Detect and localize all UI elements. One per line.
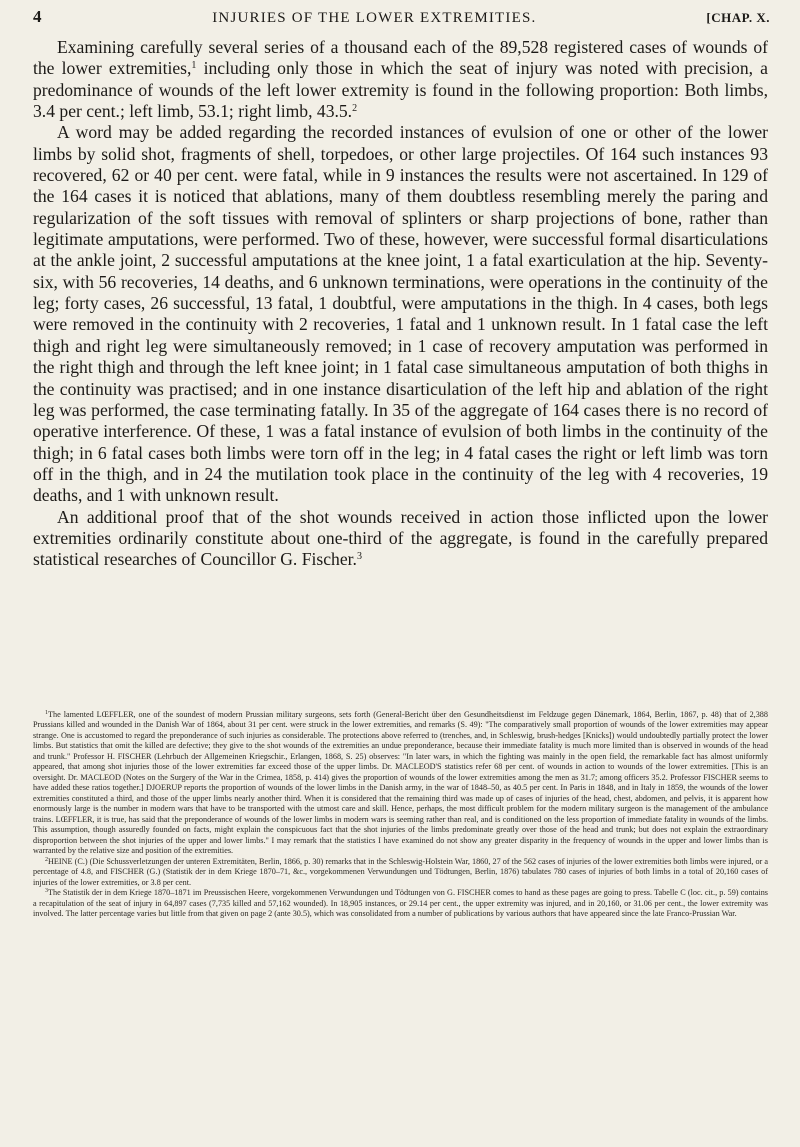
- footnote-ref-1: 1: [191, 60, 197, 72]
- footnote-2: [33, 857, 768, 888]
- footnote-3-text: The Statistik der in dem Kriege 1870–1871 im Preussischen Heere, vorgekommenen Verwundungen und Tödtungen von G. FISCHER comes to hand as these pages are going to press. Tabelle C (loc. cit., p. 59) contains a recapitulation of the seat of injury in 64,897 cases (7,735 killed and 57,162 wounded). In 18,905 instances, or 29.14 per cent., the upper extremity was injured, and in 20,160, or 31.06 per cent., the lower extremity was involved. The latter percentage varies but little from that given on page 2 (ante 30.5), which was consolidated from a number of publications by various authors that have appeared since the late Franco-Prussian War.: [33, 888, 768, 919]
- footnotes: [33, 710, 768, 920]
- paragraph-1: [33, 37, 768, 122]
- page-number: 4: [33, 7, 43, 26]
- paragraph-3-text: An additional proof that of the shot wounds received in action those inflicted upon the lower extremities ordinarily constitute about one-third of the aggregate, is found in the carefully prepared statistical researches of Councillor G. Fischer.: [33, 506, 768, 570]
- running-header: [33, 7, 770, 29]
- footnote-mark-2: 2: [45, 856, 48, 863]
- paragraph-2: A word may be added regarding the recorded instances of evulsion of one or other of the lower limbs by solid shot, fragments of shell, torpedoes, or other large projectiles. Of 164 such instances 93 recovered, 62 or 40 per cent. were fatal, while in 9 instances the results were not ascertained. In 129 of the 164 cases it is noticed that ablations, many of them doubtless resembling merely the paring and regularization of the soft tissues with removal of splinters or sharp projections of bone, rather than legitimate amputations, were performed. Two of these, however, were successful formal disarticulations at the ankle joint, 2 successful amputations at the knee joint, 1 a fatal exarticulation at the hip. Seventy-six, with 56 recoveries, 14 deaths, and 6 unknown terminations, were operations in the continuity of the leg; forty cases, 26 successful, 13 fatal, 1 doubtful, were amputations in the thigh. In 4 cases, both legs were removed in the continuity with 2 recoveries, 1 fatal and 1 unknown result. In 1 fatal case the left thigh and right leg were simultaneously removed; in 1 case of recovery amputation was performed in the right thigh and through the left knee joint; in 1 fatal case simultaneous amputation of both thighs in the continuity was practised; and in one instance disarticulation of the left hip and ablation of the right leg was performed, the case terminating fatally. In 35 of the aggregate of 164 cases there is no record of operative interference. Of these, 1 was a fatal instance of evulsion of both limbs in the continuity of the thigh; in 6 fatal cases both limbs were torn off in the leg; in 4 fatal cases the right or left limb was torn off in the thigh, and in 24 the mutilation took place in the continuity of the leg with 4 recoveries, 19 deaths, and 1 with unknown result.: [33, 122, 768, 506]
- footnote-2-text: HEINE (C.) (Die Schussverletzungen der unteren Extremitäten, Berlin, 1866, p. 30) remarks that in the Schleswig-Holstein War, 1860, 27 of the 562 cases of injuries of the lower extremities both limbs were injured, or a percentage of 4.8, and FISCHER (G.) (Statistik der in dem Kriege 1870–71, &c., vorgekommenen Verwundungen und Tödtungen, Berlin, 1876) tabulates 780 cases of injuries of both limbs in a total of 20,160 cases of injuries of the lower extremities, or 3.8 per cent.: [33, 856, 768, 887]
- paragraph-1-text-b: including only those in which the seat of injury was noted with precision, a predominance of wounds of the left lower extremity is found in the following proportion: Both limbs, 3.4 per cent.; left limb, 53.1; right limb, 43.5.: [33, 58, 768, 122]
- running-title: INJURIES OF THE LOWER EXTREMITIES.: [212, 10, 537, 26]
- chapter-label: [CHAP. X.: [706, 10, 770, 25]
- main-text: [33, 37, 768, 571]
- footnote-ref-2: 2: [352, 103, 358, 115]
- paragraph-1-text-a: Examining carefully several series of a thousand each of the 89,528 registered cases of wounds of the lower extremities,: [33, 37, 768, 79]
- footnote-1-text: The lamented LŒFFLER, one of the soundest of modern Prussian military surgeons, sets forth (General-Bericht über den Gesundheitsdienst im Feldzuge gegen Dänemark, 1864, Berlin, 1867, p. 48) that of 2,388 Prussians killed and wounded in the Danish War of 1864, about 31 per cent. were struck in the lower extremities, and remarks (S. 49): "The comparatively small proportion of wounds of the lower extremities may appear strange. One is accustomed to regard the preponderance of such injuries as considerable. The protections above referred to (trenches, and, in Schleswig, brush-hedges [Knicks]) would undoubtedly partially protect the lower limbs. But statistics that omit the killed are defective; they give to the shot wounds of the extremities an undue preponderance, because their immediate fatality is much more limited than is observed in wounds of the head and trunk." Professor H. FISCHER (Lehrbuch der Allgemeinen Kriegschir., Erlangen, 1868, S. 25) observes: "In later wars, in which the fighting was mainly in the open field, the remarkable fact has almost uniformly appeared, that among shot injuries those of the lower extremities far exceed those of the upper limbs. Dr. MACLEOD'S statistics refer 68 per cent. of wounds in action to wounds of the lower extremities. [This is an oversight. Dr. MACLEOD (Notes on the Surgery of the War in the Crimea, 1858, p. 414) gives the proportion of wounds of the lower extremities among the men as 31.7; among officers 35.2. Professor FISCHER seems to have added these ratios together.] DJOERUP reports the proportion of wounds of the lower limbs in the Danish army, in the war of 1848–50, as 40.5 per cent. In Paris in 1848, and in Italy in 1859, the wounds of the lower extremities constituted a third, and those of the upper limbs nearly another third. When it is considered that the remaining third was made up of cases of injuries of the head, chest, abdomen, and pelvis, it is apparent how enormously large is the number in modern wars that have to be transported with the utmost care and skill. Hence, perhaps, the most difficult problem for the modern military surgeon is the management of the ambulance trains. LŒFFLER, it is true, has said that the preponderance of wounds of the lower limbs in modern wars is seeming rather than real, and is conditioned on the less proportion of immediate fatality in wounds of the limbs. This assumption, though assuredly founded on facts, might explain the conspicuous fact that the shot injuries of the limbs predominate greatly over those of the head and trunk; but does not explain the extraordinary disproportion between the shot injuries of the upper and lower limbs." I may remark that the statistics I have examined do not show any greater disparity in the frequency of wounds in the upper and lower limbs than is warranted by the relative size and position of the extremities.: [33, 710, 768, 856]
- footnote-ref-3: 3: [356, 551, 362, 563]
- footnote-mark-3: 3: [45, 888, 48, 895]
- footnote-1: [33, 710, 768, 857]
- paragraph-3: [33, 507, 768, 571]
- footnote-3: [33, 888, 768, 919]
- footnote-mark-1: 1: [45, 710, 48, 716]
